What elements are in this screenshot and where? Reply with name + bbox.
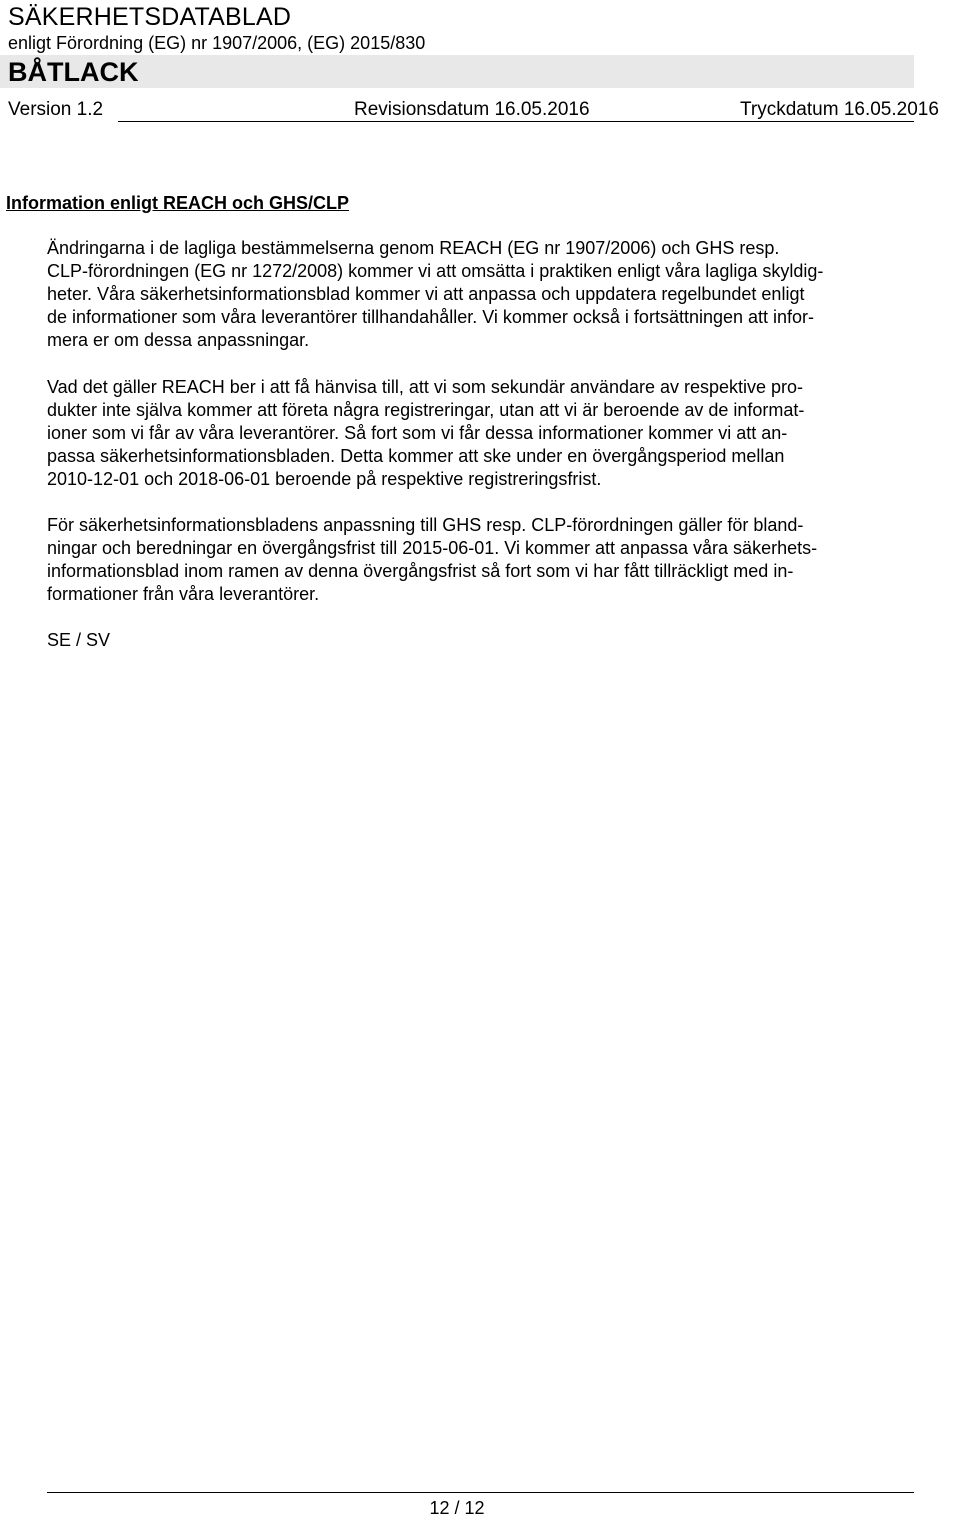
paragraph-line: dukter inte själva kommer att företa några registreringar, utan att vi är beroende av de informat-	[47, 400, 805, 420]
document-title: SÄKERHETSDATABLAD	[8, 3, 292, 31]
product-name-bar	[0, 55, 914, 88]
paragraph-line: Ändringarna i de lagliga bestämmelserna genom REACH (EG nr 1907/2006) och GHS resp.	[47, 238, 780, 258]
paragraph-line: ningar och beredningar en övergångsfrist till 2015-06-01. Vi kommer att anpassa våra säkerhets-	[47, 538, 818, 558]
product-name: BÅTLACK	[8, 57, 139, 87]
paragraph-line: 2010-12-01 och 2018-06-01 beroende på respektive registreringsfrist.	[47, 469, 602, 489]
paragraph-amendments	[47, 237, 907, 352]
page-number: 12 / 12	[429, 1498, 485, 1518]
paragraph-line: CLP-förordningen (EG nr 1272/2008) kommer vi att omsätta i praktiken enligt våra lagliga skyldig-	[47, 261, 824, 281]
paragraph-line: Vad det gäller REACH ber i att få hänvisa till, att vi som sekundär användare av respektive pro-	[47, 377, 804, 397]
paragraph-line: mera er om dessa anpassningar.	[47, 330, 310, 350]
paragraph-line: de informationer som våra leverantörer tillhandahåller. Vi kommer också i fortsättningen att infor-	[47, 307, 815, 327]
paragraph-line: informationsblad inom ramen av denna övergångsfrist så fort som vi har fått tillräckligt med in-	[47, 561, 794, 581]
language-code: SE / SV	[47, 630, 111, 650]
section-heading: Information enligt REACH och GHS/CLP	[6, 193, 350, 213]
header-divider	[118, 121, 914, 122]
print-date: Tryckdatum 16.05.2016	[740, 99, 939, 120]
paragraph-line: heter. Våra säkerhetsinformationsblad kommer vi att anpassa och uppdatera regelbundet enligt	[47, 284, 805, 304]
paragraph-line: ioner som vi får av våra leverantörer. Så fort som vi får dessa informationer kommer vi att an-	[47, 423, 788, 443]
paragraph-line: passa säkerhetsinformationsbladen. Detta kommer att ske under en övergångsperiod mellan	[47, 446, 785, 466]
regulation-reference: enligt Förordning (EG) nr 1907/2006, (EG) 2015/830	[8, 33, 426, 53]
paragraph-line: formationer från våra leverantörer.	[47, 584, 320, 604]
footer-divider	[47, 1492, 914, 1493]
revision-date: Revisionsdatum 16.05.2016	[354, 99, 590, 120]
version-label: Version 1.2	[8, 99, 104, 120]
paragraph-line: För säkerhetsinformationsbladens anpassning till GHS resp. CLP-förordningen gäller för bland-	[47, 515, 804, 535]
paragraph-reach	[47, 376, 907, 491]
paragraph-ghs-clp	[47, 514, 907, 606]
